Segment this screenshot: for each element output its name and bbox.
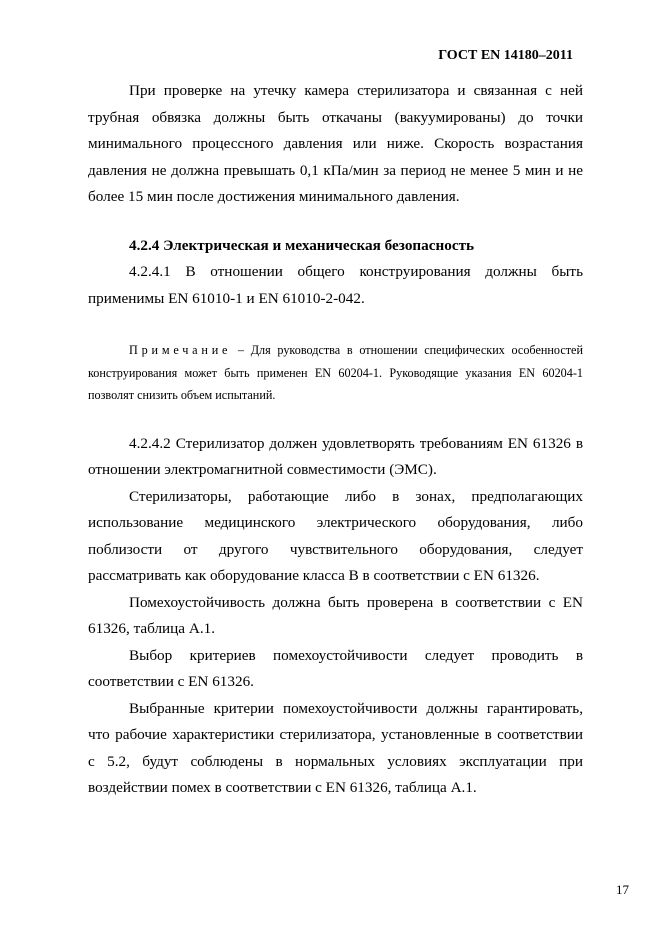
note-label: Примечание <box>129 343 232 357</box>
criteria-choice-paragraph: Выбор критериев помехоустойчивости следует проводить в соответствии с EN 61326. <box>88 646 583 690</box>
immunity-check-paragraph: Помехоустойчивость должна быть проверена в соответствии с EN 61326, таблица А.1. <box>88 593 583 637</box>
note-paragraph <box>88 339 583 407</box>
note-text: – Для руководства в отношении специфических особенностей конструирования может быть применен EN 60204-1. Руководящие указания EN 60204-1 позволят снизить объем испытаний. <box>88 343 583 402</box>
clause-4-2-4-2: 4.2.4.2 Стерилизатор должен удовлетворять требованиям EN 61326 в отношении электромагнитной совместимости (ЭМС). <box>88 434 583 478</box>
page-number: 17 <box>616 882 629 897</box>
class-b-paragraph: Стерилизаторы, работающие либо в зонах, предполагающих использование медицинского электрического оборудования, либо поблизости от другого чувствительного оборудования, следует рассматривать как оборудование класса В в соответствии с EN 61326. <box>88 487 583 584</box>
section-heading: 4.2.4 Электрическая и механическая безопасность <box>129 236 475 254</box>
document-body <box>88 78 583 802</box>
leak-test-paragraph: При проверке на утечку камера стерилизатора и связанная с ней трубная обвязка должны быть откачаны (вакуумированы) до точки минимального процессного давления или ниже. Скорость возрастания давления не должна превышать 0,1 кПа/мин за период не менее 5 мин и не более 15 мин после достижения минимального давления. <box>88 82 583 205</box>
clause-4-2-4-1: 4.2.4.1 В отношении общего конструирования должны быть применимы EN 61010-1 и EN 61010-2-042. <box>88 263 583 307</box>
criteria-guarantee-paragraph: Выбранные критерии помехоустойчивости должны гарантировать, что рабочие характеристики стерилизатора, установленные в соответствии с 5.2, будут соблюдены в нормальных условиях эксплуатации при воздействии помех в соответствии с EN 61326, таблица А.1. <box>88 699 583 796</box>
document-standard-header: ГОСТ EN 14180–2011 <box>438 48 573 63</box>
